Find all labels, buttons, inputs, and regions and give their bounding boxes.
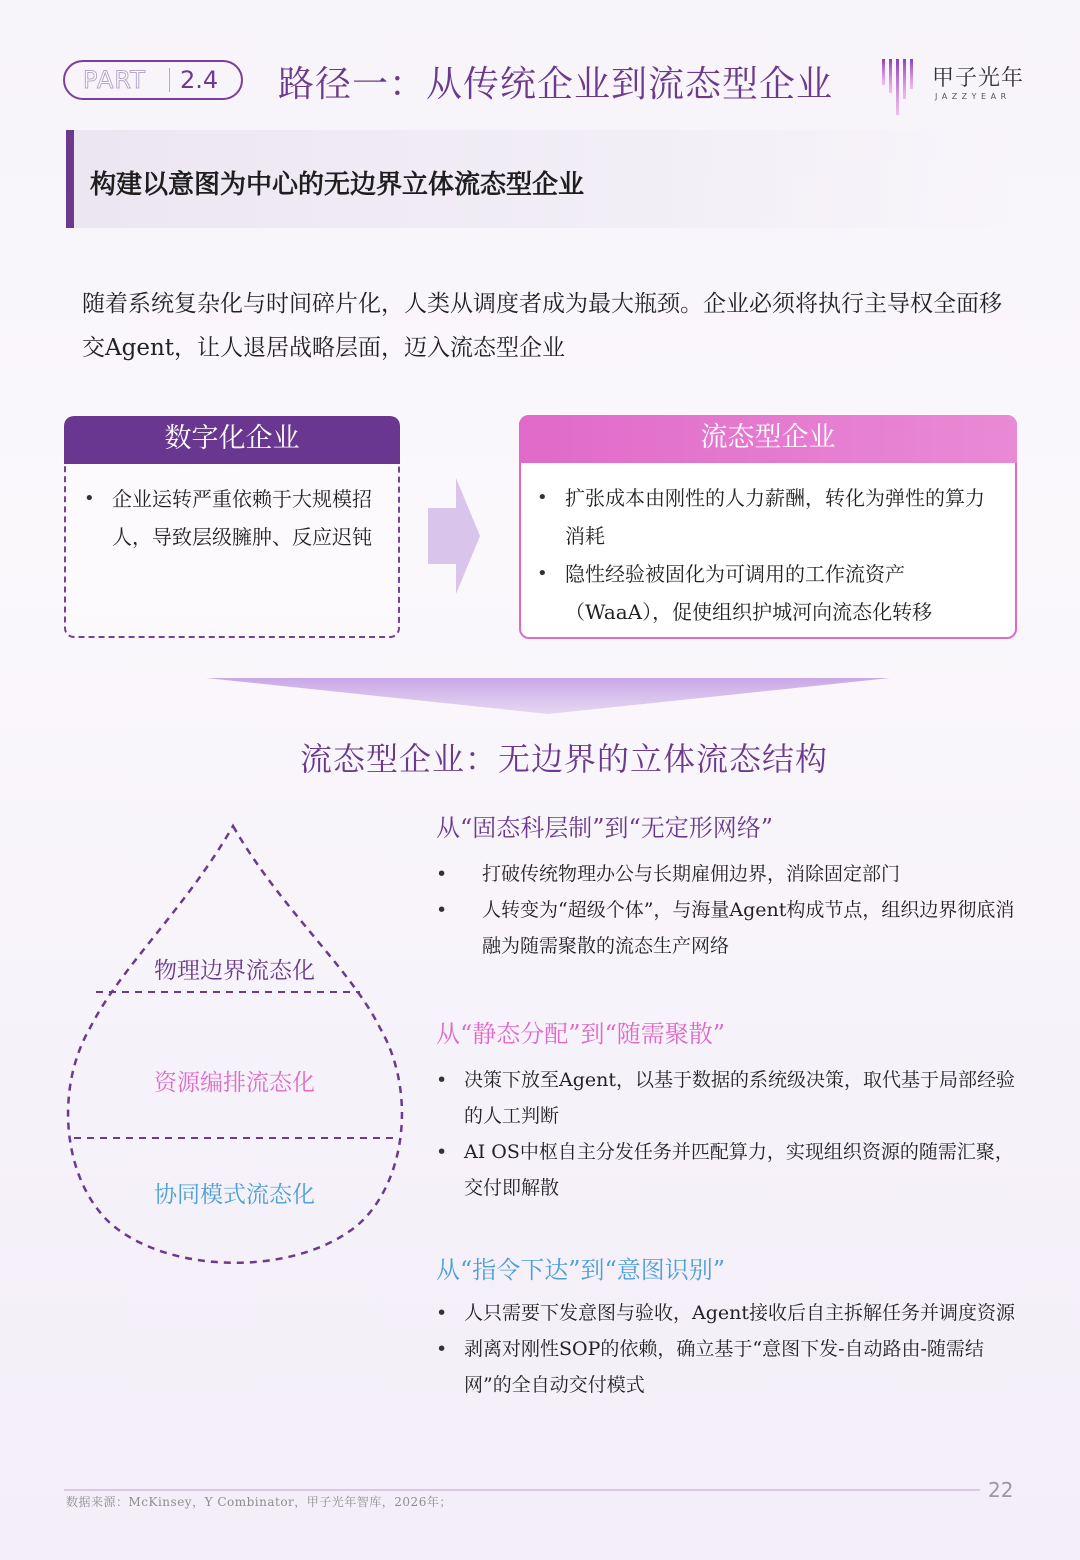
list-item: • 扩张成本由刚性的人力薪酬，转化为弹性的算力消耗 xyxy=(535,479,995,555)
digital-enterprise-title: 数字化企业 xyxy=(64,416,400,464)
intro-paragraph: 随着系统复杂化与时间碎片化，人类从调度者成为最大瓶颈。企业必须将执行主导权全面移交Agent，让人退居战略层面，迈入流态型企业 xyxy=(82,291,1002,361)
part-divider xyxy=(169,68,170,92)
layer-label-physical: 物理边界流态化 xyxy=(154,958,315,984)
part-badge xyxy=(63,60,243,100)
digital-enterprise-box xyxy=(64,416,400,638)
block-title: 从“静态分配”到“随需聚散” xyxy=(436,1020,726,1048)
brand-logo xyxy=(880,57,1030,117)
section-heading: 构建以意图为中心的无边界立体流态型企业 xyxy=(90,170,585,200)
digital-enterprise-list xyxy=(82,480,378,556)
part-label: PART xyxy=(83,66,146,94)
list-item: • 人只需要下发意图与验收，Agent接收后自主拆解任务并调度资源 xyxy=(436,1295,1016,1331)
layer-label-resource: 资源编排流态化 xyxy=(154,1070,315,1096)
list-item: • 打破传统物理办公与长期雇佣边界，消除固定部门 xyxy=(436,856,1016,892)
fluid-enterprise-title: 流态型企业 xyxy=(519,415,1017,463)
block-list xyxy=(436,1295,1016,1403)
block-list xyxy=(436,1062,1016,1206)
footer-divider xyxy=(64,1489,980,1491)
page-number: 22 xyxy=(988,1478,1014,1502)
list-item: • AI OS中枢自主分发任务并匹配算力，实现组织资源的随需汇聚，交付即解散 xyxy=(436,1134,1016,1206)
logo-mark-icon xyxy=(880,57,924,117)
structure-title: 流态型企业：无边界的立体流态结构 xyxy=(300,740,829,778)
right-arrow-icon xyxy=(426,478,482,594)
list-item: • 人转变为“超级个体”，与海量Agent构成节点，组织边界彻底消融为随需聚散的流态生产网络 xyxy=(436,892,1016,964)
list-item: • 剥离对刚性SOP的依赖，确立基于“意图下发-自动路由-随需结网”的全自动交付模式 xyxy=(436,1331,1016,1403)
layer-label-collaboration: 协同模式流态化 xyxy=(154,1182,315,1208)
list-item: • 隐性经验被固化为可调用的工作流资产（WaaA），促使组织护城河向流态化转移 xyxy=(535,555,995,631)
logo-text-cn: 甲子光年 xyxy=(932,66,1025,91)
block-list xyxy=(436,856,1016,964)
list-item: • 企业运转严重依赖于大规模招人，导致层级臃肿、反应迟钝 xyxy=(82,480,378,556)
page-title: 路径一：从传统企业到流态型企业 xyxy=(278,64,834,105)
list-item: • 决策下放至Agent，以基于数据的系统级决策，取代基于局部经验的人工判断 xyxy=(436,1062,1016,1134)
droplet-diagram xyxy=(60,818,410,1278)
data-source: 数据来源：McKinsey，Y Combinator，甲子光年智库，2026年； xyxy=(66,1495,452,1509)
block-title: 从“固态科层制”到“无定形网络” xyxy=(436,814,774,842)
section-banner xyxy=(66,130,1016,228)
logo-text-en: JAZZYEAR xyxy=(935,92,1011,101)
part-number: 2.4 xyxy=(180,66,219,94)
fluid-enterprise-box xyxy=(519,415,1017,639)
block-title: 从“指令下达”到“意图识别” xyxy=(436,1256,726,1284)
fluid-enterprise-list xyxy=(535,479,995,631)
down-arrow-icon xyxy=(206,678,890,714)
